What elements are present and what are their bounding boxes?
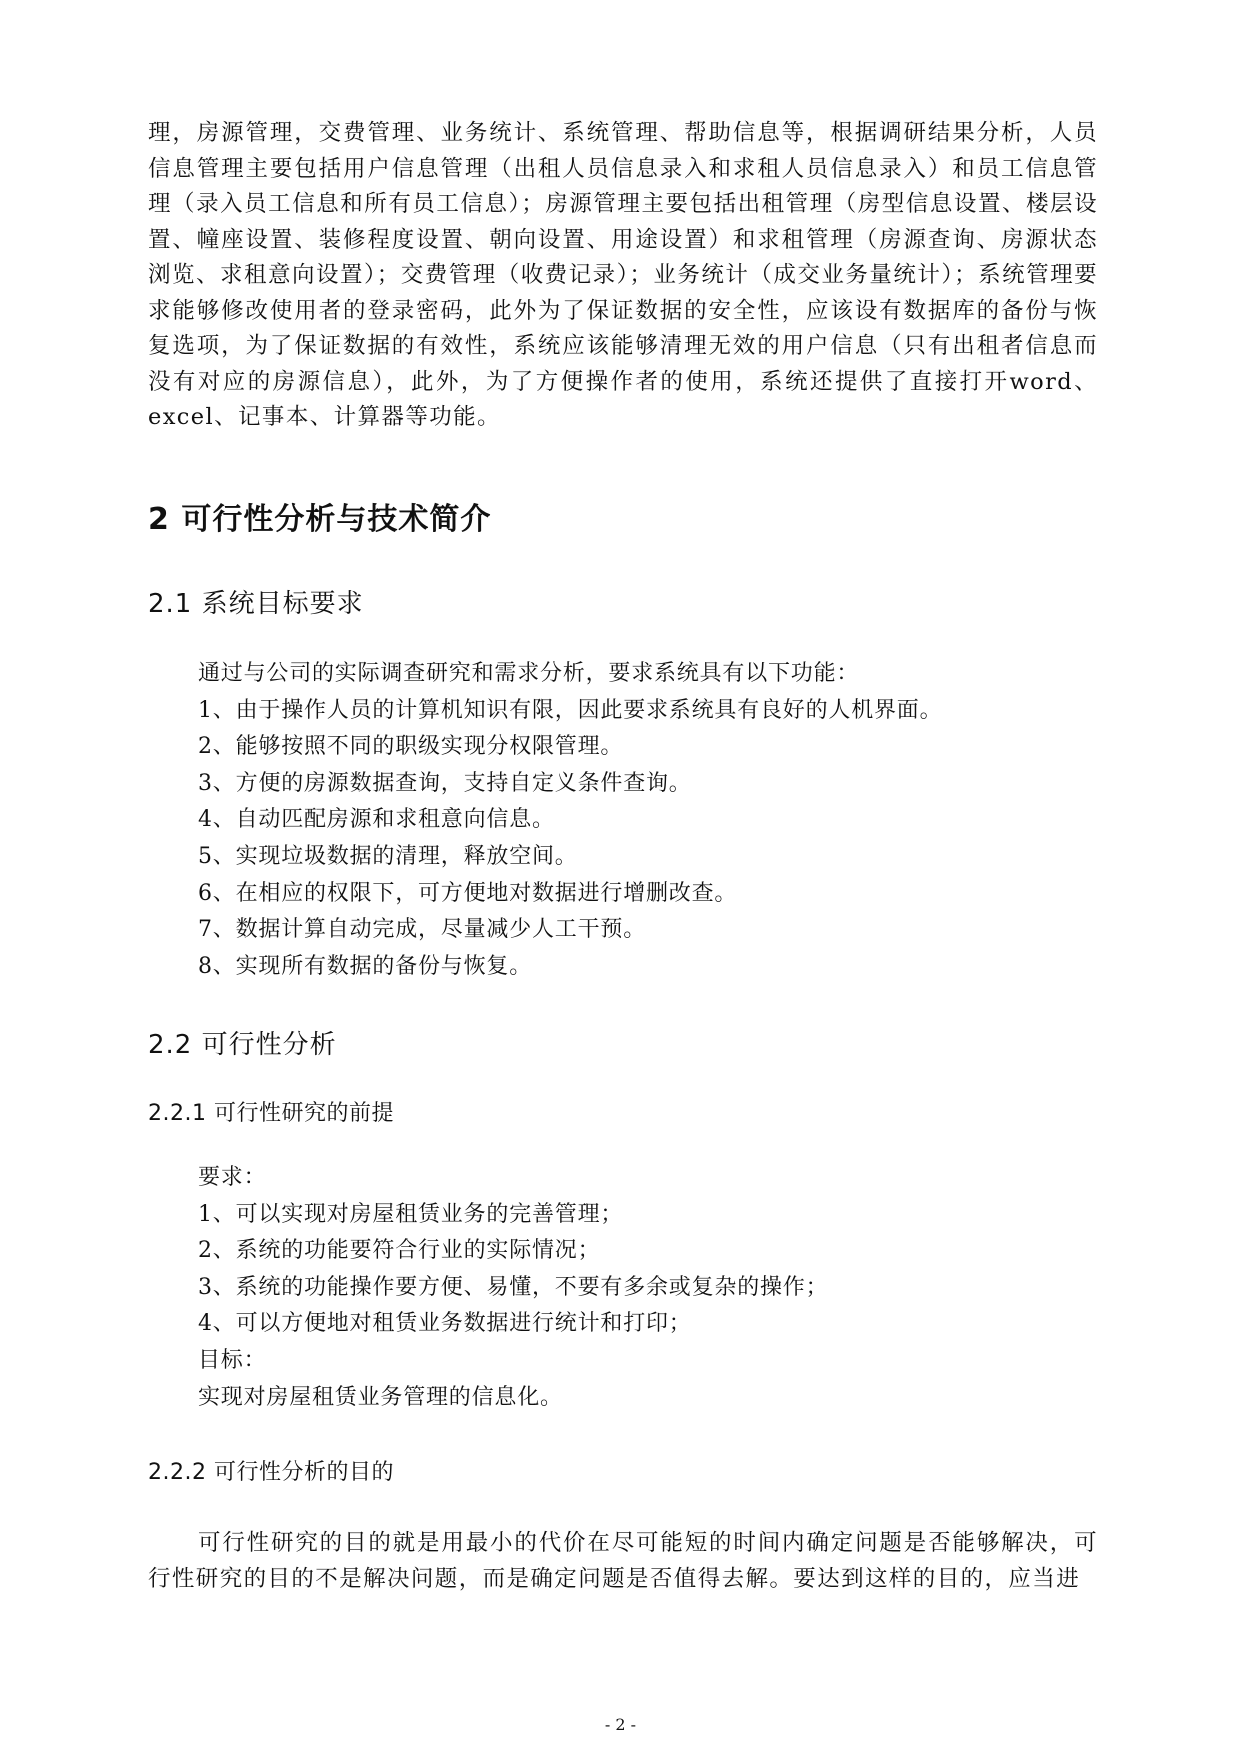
- page-number: - 2 -: [604, 1715, 637, 1734]
- chapter-heading: 2 可行性分析与技术简介: [148, 502, 492, 537]
- list-item: 3、系统的功能操作要方便、易懂，不要有多余或复杂的操作；: [198, 1274, 829, 1300]
- list-item: 6、在相应的权限下，可方便地对数据进行增删改查。: [198, 880, 738, 906]
- intro-text: 理，房源管理，交费管理、业务统计、系统管理、帮助信息等，根据调研结果分析，人员信息管理主要包括用户信息管理（出租人员信息录入和求租人员信息录入）和员工信息管理（录入员工信息和所有员工信息）；房源管理主要包括出租管理（房型信息设置、楼层设置、幢座设置、装修程度设置、朝向设置、用途设置）和求租管理（房源查询、房源状态浏览、求租意向设置）；交费管理（收费记录）；业务统计（成交业务量统计）；系统管理要求能够修改使用者的登录密码，此外为了保证数据的安全性，应该设有数据库的备份与恢复选项，为了保证数据的有效性，系统应该能够清理无效的用户信息（只有出租者信息而没有对应的房源信息），此外，为了方便操作者的使用，系统还提供了直接打开word、excel、记事本、计算器等功能。: [148, 120, 1098, 430]
- section-2-2-heading: 2.2 可行性分析: [148, 1030, 337, 1060]
- list-item: 1、可以实现对房屋租赁业务的完善管理；: [198, 1201, 624, 1227]
- list-item: 1、由于操作人员的计算机知识有限，因此要求系统具有良好的人机界面。: [198, 697, 943, 723]
- subsection-2-2-1-heading: 2.2.1 可行性研究的前提: [148, 1101, 394, 1126]
- list-item: 要求：: [198, 1165, 267, 1190]
- list-item: 通过与公司的实际调查研究和需求分析，要求系统具有以下功能：: [198, 661, 860, 686]
- list-item: 实现对房屋租赁业务管理的信息化。: [198, 1384, 563, 1410]
- section-2-1-list: [198, 656, 942, 985]
- list-item: 2、系统的功能要符合行业的实际情况；: [198, 1238, 601, 1264]
- list-item: 4、可以方便地对租赁业务数据进行统计和打印；: [198, 1311, 692, 1337]
- subsection-2-2-2-paragraph: 可行性研究的目的就是用最小的代价在尽可能短的时间内确定问题是否能够解决，可行性研究的目的不是解决问题，而是确定问题是否值得去解。要达到这样的目的，应当进: [148, 1530, 1098, 1592]
- intro-paragraph: [148, 116, 1098, 436]
- list-item: 2、能够按照不同的职级实现分权限管理。: [198, 734, 624, 760]
- list-item: 8、实现所有数据的备份与恢复。: [198, 953, 532, 979]
- list-item: 7、数据计算自动完成，尽量减少人工干预。: [198, 917, 646, 943]
- section-2-1-heading: 2.1 系统目标要求: [148, 589, 364, 619]
- subsection-2-2-1-list: [198, 1160, 828, 1416]
- list-item: 3、方便的房源数据查询，支持自定义条件查询。: [198, 770, 692, 796]
- list-item: 目标：: [198, 1347, 267, 1373]
- list-item: 4、自动匹配房源和求租意向信息。: [198, 807, 555, 833]
- list-item: 5、实现垃圾数据的清理，释放空间。: [198, 843, 578, 869]
- subsection-2-2-2-heading: 2.2.2 可行性分析的目的: [148, 1460, 394, 1485]
